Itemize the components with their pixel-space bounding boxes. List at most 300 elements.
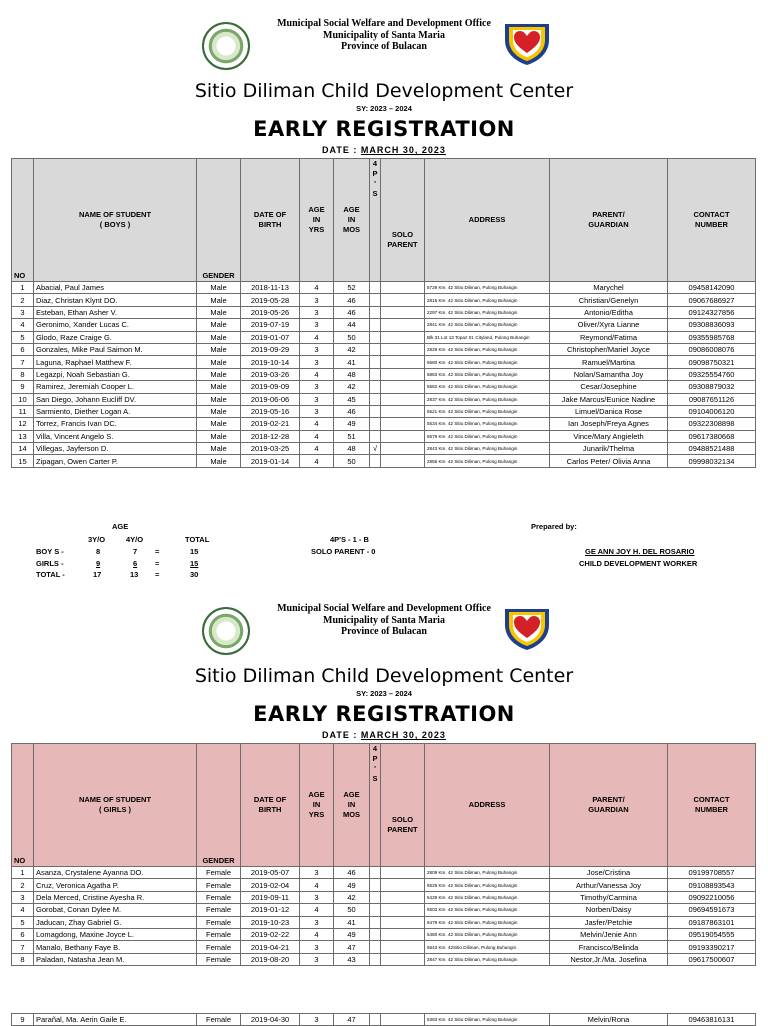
cell-solo-parent [381,393,425,405]
cell-no: 8 [12,953,34,965]
col-age-yrs: AGE IN YRS [300,159,334,282]
cell-age-mos: 46 [334,867,370,879]
table-row [12,455,756,467]
table-row [12,331,756,343]
summary-age-label: AGE [112,522,129,531]
table-row [12,393,756,405]
cell-dob: 2019-10-14 [241,356,300,368]
cell-solo-parent [381,294,425,306]
cell-name: Jaducan, Zhay Gabriel G. [34,916,197,928]
summary-total-label: TOTAL - [36,570,65,579]
cell-gender: Female [197,1014,241,1026]
header-province: Province of Bulacan [341,41,427,52]
cell-contact: 09193390217 [668,941,756,953]
page-title: EARLY REGISTRATION [253,702,515,726]
cell-gender: Female [197,904,241,916]
cell-age-yrs: 4 [300,443,334,455]
cell-age-mos: 42 [334,381,370,393]
summary-total-4: 13 [130,570,139,579]
cell-contact: 09325554760 [668,368,756,380]
cell-name: Abacial, Paul James [34,282,197,294]
cell-contact: 09067686927 [668,294,756,306]
cell-dob: 2019-02-22 [241,928,300,940]
cell-contact: 09308879032 [668,381,756,393]
cell-name: Villa, Vincent Angelo S. [34,430,197,442]
cell-no: 2 [12,294,34,306]
cell-4ps [370,430,381,442]
cell-age-mos: 50 [334,331,370,343]
cell-solo-parent [381,282,425,294]
cell-4ps [370,879,381,891]
cell-guardian: Reymond/Fatima [550,331,668,343]
cell-name: Asanza, Crystalene Ayanna DO. [34,867,197,879]
cell-age-yrs: 3 [300,867,334,879]
cell-solo-parent [381,306,425,318]
cell-address: 2847 Km. 42 Sitio Diliman, Pulong Buhangin [425,953,550,965]
table-row [12,879,756,891]
cell-contact: 09998032134 [668,455,756,467]
cell-age-yrs: 3 [300,891,334,903]
cell-address: 5883 Km. 42 Sitio Diliman, Pulong Buhangin [425,368,550,380]
cell-solo-parent [381,916,425,928]
cell-no: 2 [12,879,34,891]
cell-no: 3 [12,891,34,903]
cell-no: 5 [12,916,34,928]
summary-col-3yo: 3Y/O [88,535,106,544]
cell-address: 5480 Km. 42 Sitio Diliman, Pulong Buhangin [425,928,550,940]
table-row [12,405,756,417]
cell-name: Diaz, Christan Klynt DO. [34,294,197,306]
summary-4ps: 4P'S - 1 - B [330,535,369,544]
summary-col-total: TOTAL [185,535,210,544]
cell-age-mos: 43 [334,953,370,965]
cell-guardian: Norben/Daisy [550,904,668,916]
cell-no: 1 [12,282,34,294]
cell-no: 5 [12,331,34,343]
cell-gender: Female [197,891,241,903]
cell-guardian: Jake Marcus/Eunice Nadine [550,393,668,405]
cell-4ps [370,319,381,331]
cell-gender: Male [197,455,241,467]
cell-address: 5643 Km. 42Sitio Diliman, Pulong Buhangin [425,941,550,953]
cell-name: Villegas, Jayferson D. [34,443,197,455]
cell-age-mos: 49 [334,879,370,891]
cell-address: 5521 Km. 42 Sitio Diliman, Pulong Buhangin [425,405,550,417]
cell-name: Esteban, Ethan Asher V. [34,306,197,318]
cell-contact: 09458142090 [668,282,756,294]
cell-name: Geronimo, Xander Lucas C. [34,319,197,331]
center-name: Sitio Diliman Child Development Center [194,665,574,687]
cell-guardian: Timothy/Carmina [550,891,668,903]
cell-dob: 2019-09-09 [241,381,300,393]
cell-age-mos: 48 [334,443,370,455]
cell-gender: Male [197,393,241,405]
cell-gender: Male [197,418,241,430]
col-name: NAME OF STUDENT ( BOYS ) [34,159,197,282]
cell-guardian: Cesar/Josephine [550,381,668,393]
col-gender: GENDER [197,744,241,867]
cell-age-yrs: 3 [300,941,334,953]
cell-solo-parent [381,418,425,430]
cell-contact: 09694591673 [668,904,756,916]
cell-contact: 09124327856 [668,306,756,318]
cell-name: Sarmiento, Diether Logan A. [34,405,197,417]
cell-name: Laguna, Raphael Matthew F. [34,356,197,368]
cell-dob: 2019-06-06 [241,393,300,405]
col-contact: CONTACT NUMBER [668,744,756,867]
cell-contact: 09098750321 [668,356,756,368]
header-municipality: Municipality of Santa Maria [323,615,445,626]
cell-address: 5479 Km. 42 Sitio Diliman, Pulong Buhangin [425,916,550,928]
cell-contact: 09355985768 [668,331,756,343]
cell-no: 10 [12,393,34,405]
cell-no: 7 [12,356,34,368]
table-row [12,343,756,355]
cell-gender: Male [197,282,241,294]
cell-age-yrs: 3 [300,319,334,331]
table-header-row [12,159,756,282]
cell-dob: 2018-11-13 [241,282,300,294]
cell-solo-parent [381,879,425,891]
cell-4ps [370,393,381,405]
table-row [12,418,756,430]
cell-4ps [370,368,381,380]
registration-date [0,730,768,740]
page-title: EARLY REGISTRATION [253,117,515,141]
cell-4ps [370,891,381,903]
summary-col-4yo: 4Y/O [126,535,144,544]
school-year: SY: 2023 – 2024 [356,104,412,113]
cell-contact: 09488521488 [668,443,756,455]
cell-no: 9 [12,1014,34,1026]
cell-guardian: Melvin/Rona [550,1014,668,1026]
cell-age-yrs: 3 [300,306,334,318]
preparer-name: GE ANN JOY H. DEL ROSARIO [585,547,695,556]
cell-solo-parent [381,867,425,879]
col-4ps: 4 P ' S [370,159,381,282]
cell-gender: Female [197,879,241,891]
cell-age-yrs: 4 [300,928,334,940]
cell-name: Paladan, Natasha Jean M. [34,953,197,965]
cell-solo-parent [381,343,425,355]
table-row [12,430,756,442]
cell-guardian: Christian/Genelyn [550,294,668,306]
cell-gender: Male [197,381,241,393]
col-age-yrs: AGE IN YRS [300,744,334,867]
cell-age-yrs: 4 [300,368,334,380]
cell-dob: 2019-09-11 [241,891,300,903]
boys-registration-table [11,158,756,468]
cell-gender: Male [197,343,241,355]
summary-boys-eq: = [155,547,160,556]
col-address: ADDRESS [425,159,550,282]
preparer-title: CHILD DEVELOPMENT WORKER [579,559,698,568]
cell-age-yrs: 3 [300,405,334,417]
cell-age-yrs: 4 [300,455,334,467]
cell-4ps [370,331,381,343]
summary-solo-parent: SOLO PARENT - 0 [311,547,376,556]
cell-contact: 09086008076 [668,343,756,355]
table-row [12,928,756,940]
girls-registration-table-continued [11,1013,756,1026]
cell-gender: Female [197,867,241,879]
cell-guardian: Marychel [550,282,668,294]
cell-solo-parent [381,331,425,343]
cell-4ps [370,405,381,417]
date-label: DATE : [322,730,358,740]
col-dob: DATE OF BIRTH [241,159,300,282]
summary-boys-label: BOY S - [36,547,64,556]
table-row [12,381,756,393]
cell-4ps [370,904,381,916]
cell-4ps [370,356,381,368]
cell-age-mos: 44 [334,319,370,331]
cell-address: 5429 Km. 42 Sitio Diliman, Pulong Buhangin [425,891,550,903]
table-row [12,443,756,455]
cell-dob: 2019-05-07 [241,867,300,879]
col-age-mos: AGE IN MOS [334,744,370,867]
cell-gender: Female [197,916,241,928]
cell-solo-parent [381,319,425,331]
cell-address: 5582 Km. 42 Sitio Diliman, Pulong Buhangin [425,381,550,393]
cell-address: 2815 Km. 42 Sitio Diliman, Pulong Buhangin [425,294,550,306]
header-office: Municipal Social Welfare and Development Office [277,18,491,29]
cell-gender: Female [197,953,241,965]
cell-dob: 2019-09-29 [241,343,300,355]
cell-guardian: Oliver/Xyra Lianne [550,319,668,331]
col-solo-parent: SOLO PARENT [381,744,425,867]
table-row [12,891,756,903]
cell-4ps [370,455,381,467]
cell-address: 5680 Km. 42 Sitio Diliman, Pulong Buhangin [425,356,550,368]
cell-contact: 09199708557 [668,867,756,879]
summary-boys-4: 7 [133,547,138,556]
cell-age-yrs: 4 [300,879,334,891]
cell-contact: 09519054555 [668,928,756,940]
cell-name: Cruz, Veronica Agatha P. [34,879,197,891]
cell-4ps [370,928,381,940]
cell-solo-parent [381,443,425,455]
cell-4ps [370,343,381,355]
cell-4ps [370,941,381,953]
cell-no: 8 [12,368,34,380]
cell-solo-parent [381,941,425,953]
cell-solo-parent [381,405,425,417]
cell-age-yrs: 3 [300,294,334,306]
table-row [12,904,756,916]
summary-total-total: 30 [190,570,199,579]
cell-age-mos: 46 [334,294,370,306]
cell-solo-parent [381,953,425,965]
cell-age-mos: 45 [334,393,370,405]
cell-solo-parent [381,1014,425,1026]
table-row [12,1014,756,1026]
cell-no: 12 [12,418,34,430]
table-row [12,356,756,368]
cell-address: 5503 Km. 42 Sitio Diliman, Pulong Buhangin [425,904,550,916]
cell-guardian: Antonio/Editha [550,306,668,318]
cell-dob: 2019-03-26 [241,368,300,380]
cell-age-yrs: 4 [300,282,334,294]
cell-no: 4 [12,319,34,331]
cell-no: 6 [12,928,34,940]
cell-address: 5729 Km. 42 Sitio Diliman, Pulong Buhangin [425,282,550,294]
cell-no: 9 [12,381,34,393]
cell-age-yrs: 3 [300,1014,334,1026]
cell-name: Zipagan, Owen Carter P. [34,455,197,467]
cell-age-mos: 49 [334,418,370,430]
cell-name: Gonzales, Mike Paul Saimon M. [34,343,197,355]
cell-dob: 2019-05-16 [241,405,300,417]
table-row [12,941,756,953]
cell-age-mos: 52 [334,282,370,294]
cell-4ps [370,1014,381,1026]
cell-guardian: Limuel/Danica Rose [550,405,668,417]
cell-solo-parent [381,430,425,442]
header-office: Municipal Social Welfare and Development Office [277,603,491,614]
cell-address: 2841 Km. 42 Sitio Diliman, Pulong Buhangin [425,319,550,331]
cell-4ps: √ [370,443,381,455]
cell-age-yrs: 3 [300,916,334,928]
cell-dob: 2019-01-07 [241,331,300,343]
summary-boys-3: 8 [96,547,101,556]
cell-guardian: Nestor,Jr./Ma. Josefina [550,953,668,965]
cell-guardian: Nolan/Samantha Joy [550,368,668,380]
cell-4ps [370,306,381,318]
col-contact: CONTACT NUMBER [668,159,756,282]
cell-solo-parent [381,368,425,380]
cell-gender: Female [197,928,241,940]
cell-name: Ramirez, Jeremiah Cooper L. [34,381,197,393]
cell-name: Gorobat, Conan Dylee M. [34,904,197,916]
cell-address: 2809 Km. 42 Sitio Diliman, Pulong Buhangin [425,867,550,879]
cell-4ps [370,381,381,393]
cell-name: Parañal, Ma. Aerin Gaile E. [34,1014,197,1026]
col-address: ADDRESS [425,744,550,867]
cell-age-yrs: 3 [300,381,334,393]
cell-age-mos: 47 [334,941,370,953]
prepared-by-label: Prepared by: [531,522,577,531]
summary-boys-total: 15 [190,547,199,556]
cell-name: Torrez, Francis Ivan DC. [34,418,197,430]
table-row [12,867,756,879]
cell-dob: 2019-10-23 [241,916,300,928]
col-no: NO [12,744,34,867]
cell-guardian: Junarik/Thelma [550,443,668,455]
cell-contact: 09463816131 [668,1014,756,1026]
cell-gender: Male [197,356,241,368]
cell-age-mos: 48 [334,368,370,380]
cell-4ps [370,953,381,965]
cell-no: 3 [12,306,34,318]
cell-age-yrs: 3 [300,393,334,405]
cell-dob: 2019-01-12 [241,904,300,916]
cell-age-mos: 49 [334,928,370,940]
girls-registration-table [11,743,756,966]
cell-name: Manalo, Bethany Faye B. [34,941,197,953]
cell-name: Legazpi, Noah Sebastian G. [34,368,197,380]
summary-total-3: 17 [93,570,102,579]
summary-girls-label: GIRLS - [36,559,64,568]
cell-guardian: Jose/Cristina [550,867,668,879]
cell-no: 4 [12,904,34,916]
cell-4ps [370,294,381,306]
cell-age-yrs: 4 [300,904,334,916]
col-solo-parent: SOLO PARENT [381,159,425,282]
summary-girls-3: 9 [96,559,101,568]
cell-address: 5579 Km. 42 Sitio Diliman, Pulong Buhangin [425,430,550,442]
cell-guardian: Arthur/Vanessa Joy [550,879,668,891]
col-guardian: PARENT/ GUARDIAN [550,744,668,867]
cell-gender: Male [197,368,241,380]
col-guardian: PARENT/ GUARDIAN [550,159,668,282]
table-row [12,319,756,331]
cell-address: 2837 Km. 42 Sitio Diliman, Pulong Buhangin [425,393,550,405]
cell-contact: 09617500607 [668,953,756,965]
cell-name: Lomagdong, Maxine Joyce L. [34,928,197,940]
cell-guardian: Ramuel/Martina [550,356,668,368]
cell-4ps [370,282,381,294]
cell-4ps [370,418,381,430]
cell-contact: 09108893543 [668,879,756,891]
cell-gender: Male [197,319,241,331]
table-row [12,953,756,965]
date-label: DATE : [322,145,358,155]
summary-total-eq: = [155,570,160,579]
cell-dob: 2019-02-04 [241,879,300,891]
col-name: NAME OF STUDENT ( GIRLS ) [34,744,197,867]
cell-dob: 2019-05-28 [241,294,300,306]
cell-4ps [370,916,381,928]
table-header-row [12,744,756,867]
cell-age-mos: 47 [334,1014,370,1026]
summary-girls-total: 15 [190,559,199,568]
summary-girls-4: 6 [133,559,138,568]
cell-dob: 2019-05-26 [241,306,300,318]
cell-solo-parent [381,928,425,940]
table-row [12,282,756,294]
cell-age-mos: 50 [334,455,370,467]
cell-contact: 09087651126 [668,393,756,405]
cell-age-yrs: 4 [300,430,334,442]
cell-dob: 2019-07-19 [241,319,300,331]
cell-contact: 09104006120 [668,405,756,417]
registration-date [0,145,768,155]
cell-solo-parent [381,356,425,368]
cell-age-yrs: 3 [300,953,334,965]
cell-address: 5383 Km. 42 Sitio Diliman, Pulong Buhangin [425,1014,550,1026]
cell-gender: Male [197,443,241,455]
cell-solo-parent [381,891,425,903]
cell-name: Glodo, Raze Craige G. [34,331,197,343]
cell-dob: 2019-01-14 [241,455,300,467]
cell-address: 2297 Km. 42 Sitio Diliman, Pulong Buhangin [425,306,550,318]
cell-solo-parent [381,904,425,916]
cell-contact: 09092210056 [668,891,756,903]
cell-gender: Male [197,306,241,318]
cell-dob: 2019-04-30 [241,1014,300,1026]
cell-age-mos: 46 [334,306,370,318]
cell-gender: Female [197,941,241,953]
table-row [12,306,756,318]
cell-4ps [370,867,381,879]
cell-dob: 2019-04-21 [241,941,300,953]
cell-age-yrs: 4 [300,418,334,430]
cell-address: 2843 Km. 42 Sitio Diliman, Pulong Buhangin [425,443,550,455]
col-no: NO [12,159,34,282]
cell-dob: 2019-08-20 [241,953,300,965]
cell-address: 5534 Km. 42 Sitio Diliman, Pulong Buhangin [425,418,550,430]
